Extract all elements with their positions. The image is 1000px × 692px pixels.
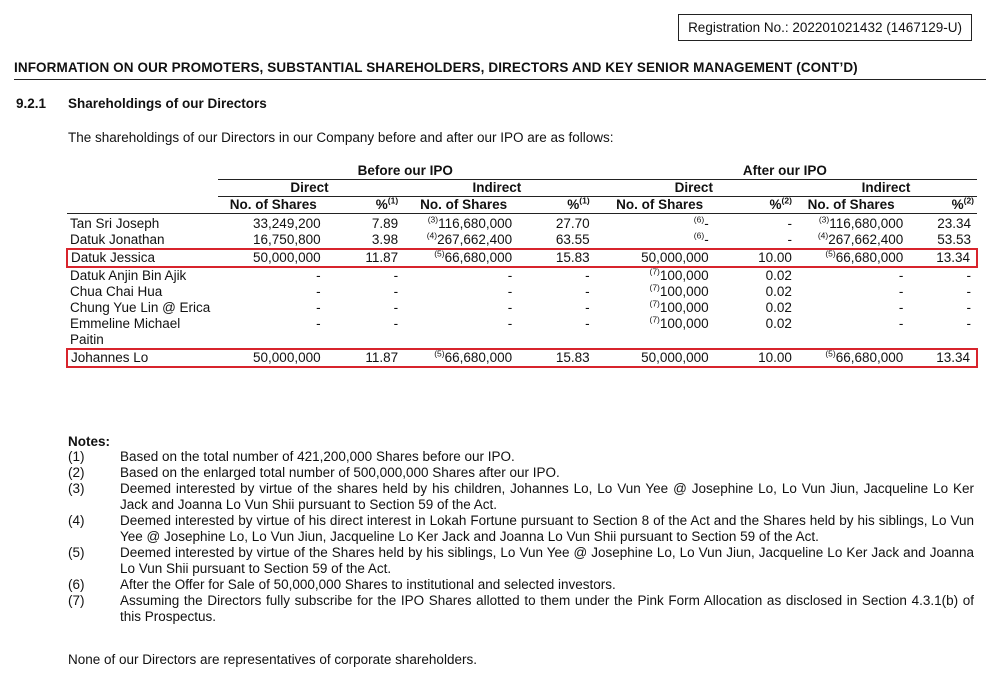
shareholdings-table bbox=[66, 163, 978, 368]
before-direct-header: Direct bbox=[218, 180, 401, 197]
after-indirect-pct: 53.53 bbox=[937, 232, 971, 247]
note-number: (4) bbox=[68, 513, 85, 528]
notes-section bbox=[68, 434, 974, 625]
after-indirect-pct: - bbox=[966, 268, 971, 283]
after-direct-shares: $^{(7)}$100,000 bbox=[649, 266, 709, 283]
after-indirect-shares: - bbox=[898, 316, 904, 331]
after-indirect-shares: $^{(5)}$66,680,000 bbox=[795, 349, 907, 367]
table-row bbox=[67, 267, 977, 284]
note-item bbox=[68, 449, 974, 465]
note-text: After the Offer for Sale of 50,000,000 Shares to institutional and selected investors. bbox=[120, 577, 616, 592]
after-indirect-pct: - bbox=[966, 284, 971, 299]
note-item bbox=[68, 513, 974, 545]
director-name: Emmeline Michael Paitin bbox=[70, 316, 181, 347]
table-row bbox=[67, 232, 977, 249]
director-name: Datuk Anjin Bin Ajik bbox=[70, 268, 187, 283]
before-indirect-shares: - bbox=[507, 284, 513, 299]
after-direct-header: Direct bbox=[593, 180, 795, 197]
col-pct-header: %$^{(1)}$ bbox=[526, 197, 592, 214]
before-direct-shares: - bbox=[316, 300, 321, 315]
before-direct-pct: 7.89 bbox=[371, 216, 399, 231]
before-direct-pct: - bbox=[393, 316, 399, 331]
after-indirect-shares: $^{(4)}$267,662,400 bbox=[817, 230, 904, 247]
before-indirect-pct: - bbox=[585, 284, 590, 299]
note-number: (2) bbox=[68, 465, 85, 480]
section-number: 9.2.1 bbox=[16, 96, 47, 111]
table-row bbox=[67, 216, 977, 232]
before-direct-pct: - bbox=[393, 284, 399, 299]
after-direct-pct: 0.02 bbox=[765, 316, 792, 331]
after-direct-shares: 50,000,000 bbox=[593, 349, 727, 367]
registration-number-box bbox=[678, 14, 972, 41]
notes-title: Notes: bbox=[68, 434, 111, 449]
note-number: (6) bbox=[68, 577, 85, 592]
intro-paragraph: The shareholdings of our Directors in our Company before and after our IPO are as follows: bbox=[68, 130, 614, 145]
after-indirect-shares: - bbox=[898, 268, 904, 283]
before-indirect-header: Indirect bbox=[401, 180, 593, 197]
after-indirect-pct: 23.34 bbox=[937, 216, 971, 231]
before-indirect-pct: 15.83 bbox=[526, 349, 592, 367]
director-name: Chung Yue Lin @ Erica bbox=[70, 300, 211, 315]
col-pct-header: %$^{(1)}$ bbox=[329, 197, 402, 214]
note-text: Deemed interested by virtue of the Shares held by his siblings, Lo Vun Yee @ Josephine Lo, Lo Vun Jiun, Jacqueline Lo Ker Jack and Joanna Lo Vun Shii pursuant to Section 59 of the Act. bbox=[120, 545, 974, 576]
after-direct-shares: $^{(6)}$- bbox=[693, 230, 709, 247]
after-direct-pct: 0.02 bbox=[765, 300, 792, 315]
note-item bbox=[68, 545, 974, 577]
col-shares-header: No. of Shares bbox=[401, 197, 526, 214]
note-item bbox=[68, 481, 974, 513]
table-row bbox=[67, 249, 977, 267]
before-direct-shares: 50,000,000 bbox=[218, 349, 329, 367]
before-direct-shares: 16,750,800 bbox=[253, 232, 321, 247]
table-row bbox=[67, 284, 977, 300]
registration-number: Registration No.: 202201021432 (1467129-U) bbox=[688, 20, 962, 35]
note-item bbox=[68, 593, 974, 625]
note-number: (1) bbox=[68, 449, 85, 464]
director-name: Johannes Lo bbox=[67, 349, 218, 367]
before-direct-pct: 11.87 bbox=[329, 249, 402, 267]
column-header-row bbox=[67, 197, 977, 214]
notes-list bbox=[68, 449, 974, 625]
note-item bbox=[68, 465, 974, 481]
after-indirect-pct: - bbox=[966, 300, 971, 315]
before-indirect-shares: $^{(5)}$66,680,000 bbox=[401, 249, 526, 267]
col-shares-header: No. of Shares bbox=[795, 197, 907, 214]
before-direct-pct: 11.87 bbox=[329, 349, 402, 367]
before-direct-pct: - bbox=[393, 300, 399, 315]
table-row bbox=[67, 349, 977, 367]
before-indirect-shares: $^{(3)}$116,680,000 bbox=[427, 214, 513, 231]
after-indirect-shares: - bbox=[898, 284, 904, 299]
before-indirect-pct: - bbox=[585, 316, 590, 331]
before-indirect-pct: 27.70 bbox=[555, 216, 590, 231]
group-header-row bbox=[67, 163, 977, 180]
col-shares-header: No. of Shares bbox=[593, 197, 727, 214]
note-text: Assuming the Directors fully subscribe for the IPO Shares allotted to them under the Pink Form Allocation as disclosed in Section 4.3.1(b) of this Prospectus. bbox=[120, 593, 974, 624]
after-direct-pct: 0.02 bbox=[765, 284, 792, 299]
before-indirect-shares: $^{(5)}$66,680,000 bbox=[401, 349, 526, 367]
after-direct-shares: 50,000,000 bbox=[593, 249, 727, 267]
note-item bbox=[68, 577, 974, 593]
before-direct-shares: 33,249,200 bbox=[253, 216, 321, 231]
director-name: Chua Chai Hua bbox=[70, 284, 163, 299]
before-direct-shares: - bbox=[316, 316, 321, 331]
after-indirect-shares: $^{(5)}$66,680,000 bbox=[795, 249, 907, 267]
before-indirect-pct: 15.83 bbox=[526, 249, 592, 267]
after-indirect-pct: 13.34 bbox=[907, 349, 977, 367]
table-row bbox=[67, 316, 977, 349]
col-shares-header: No. of Shares bbox=[218, 197, 329, 214]
note-text: Deemed interested by virtue of his direct interest in Lokah Fortune pursuant to Section 8 of the Act and the Shares held by his siblings, Lo Vun Yee @ Josephine Lo, Lo Vun Jiun, Jacqueline Lo Ker Jack and Joanna Lo Vun Shii pursuant to Section 59 of the Act. bbox=[120, 513, 974, 544]
after-direct-shares: $^{(7)}$100,000 bbox=[649, 298, 709, 315]
note-number: (5) bbox=[68, 545, 85, 560]
before-indirect-shares: $^{(4)}$267,662,400 bbox=[426, 230, 513, 247]
after-direct-shares: $^{(6)}$- bbox=[693, 214, 709, 231]
after-indirect-shares: - bbox=[898, 300, 904, 315]
director-name: Tan Sri Joseph bbox=[70, 216, 160, 231]
after-direct-shares: $^{(7)}$100,000 bbox=[649, 314, 709, 331]
table-row bbox=[67, 300, 977, 316]
after-direct-shares: $^{(7)}$100,000 bbox=[649, 282, 709, 299]
after-indirect-pct: - bbox=[966, 316, 971, 331]
after-direct-pct: 0.02 bbox=[765, 268, 792, 283]
after-direct-pct: 10.00 bbox=[727, 349, 795, 367]
after-direct-pct: 10.00 bbox=[727, 249, 795, 267]
note-number: (3) bbox=[68, 481, 85, 496]
col-pct-header: %$^{(2)}$ bbox=[907, 197, 977, 214]
before-indirect-shares: - bbox=[507, 316, 513, 331]
before-direct-shares: - bbox=[316, 268, 321, 283]
before-indirect-pct: 63.55 bbox=[555, 232, 590, 247]
note-text: Based on the enlarged total number of 500,000,000 Shares after our IPO. bbox=[120, 465, 560, 480]
note-number: (7) bbox=[68, 593, 85, 608]
page-heading: INFORMATION ON OUR PROMOTERS, SUBSTANTIAL SHAREHOLDERS, DIRECTORS AND KEY SENIOR MANAGEMENT (CONT’D) bbox=[14, 60, 986, 80]
subgroup-header-row bbox=[67, 180, 977, 197]
before-indirect-pct: - bbox=[585, 300, 590, 315]
before-ipo-header: Before our IPO bbox=[218, 163, 593, 180]
closing-statement: None of our Directors are representatives of corporate shareholders. bbox=[68, 652, 477, 667]
before-direct-shares: - bbox=[316, 284, 321, 299]
note-text: Based on the total number of 421,200,000 Shares before our IPO. bbox=[120, 449, 515, 464]
director-name: Datuk Jonathan bbox=[70, 232, 165, 247]
after-indirect-shares: $^{(3)}$116,680,000 bbox=[818, 214, 904, 231]
after-indirect-pct: 13.34 bbox=[907, 249, 977, 267]
after-direct-pct: - bbox=[787, 216, 792, 231]
before-direct-pct: - bbox=[393, 268, 399, 283]
section-title: Shareholdings of our Directors bbox=[68, 96, 267, 111]
after-ipo-header: After our IPO bbox=[593, 163, 977, 180]
before-direct-shares: 50,000,000 bbox=[218, 249, 329, 267]
after-direct-pct: - bbox=[787, 232, 792, 247]
note-text: Deemed interested by virtue of the shares held by his children, Johannes Lo, Lo Vun Yee @ Josephine Lo, Lo Vun Jiun, Jacqueline Lo Ker Jack and Joanna Lo Vun Shii pursuant to Section 59 of the Act. bbox=[120, 481, 974, 512]
before-indirect-pct: - bbox=[585, 268, 590, 283]
before-indirect-shares: - bbox=[507, 300, 513, 315]
before-direct-pct: 3.98 bbox=[371, 232, 399, 247]
director-name: Datuk Jessica bbox=[67, 249, 218, 267]
after-indirect-header: Indirect bbox=[795, 180, 977, 197]
before-indirect-shares: - bbox=[507, 268, 513, 283]
col-pct-header: %$^{(2)}$ bbox=[727, 197, 795, 214]
